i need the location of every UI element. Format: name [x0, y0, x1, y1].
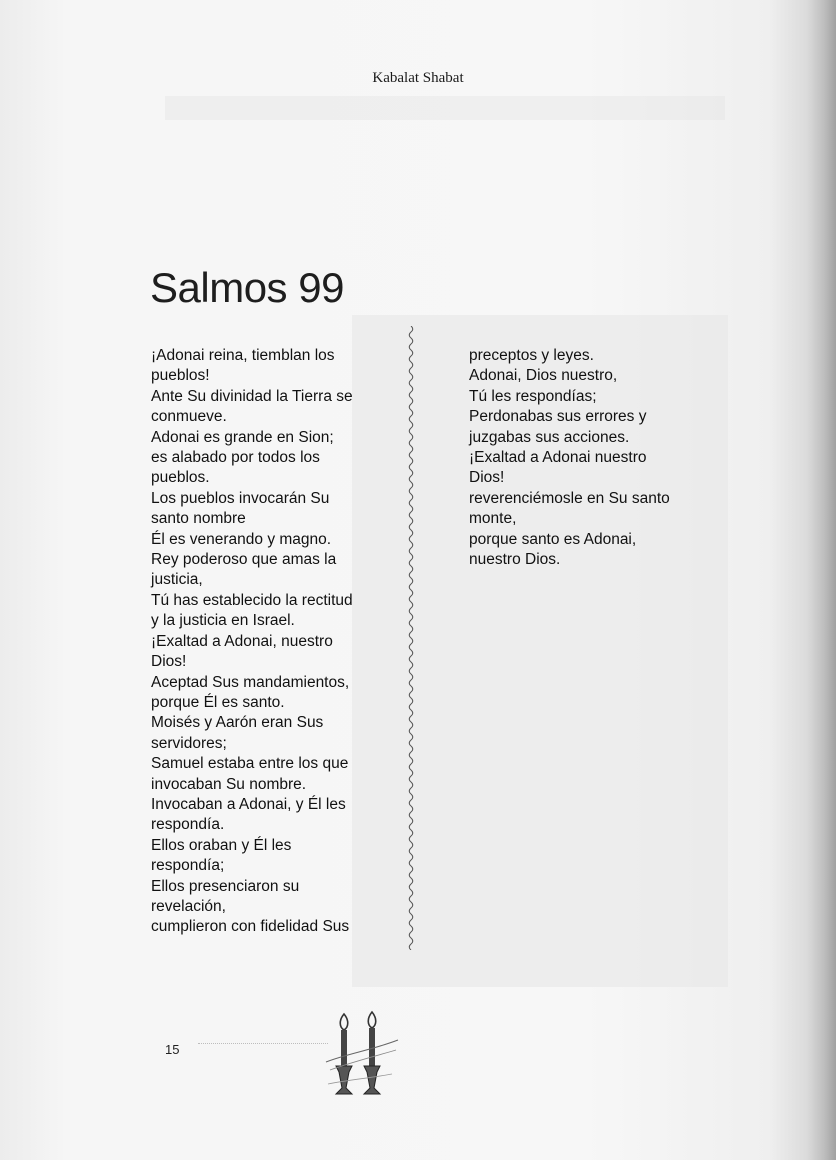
- running-header: Kabalat Shabat: [372, 70, 464, 86]
- verse-line: nuestro Dios.: [469, 551, 561, 569]
- verse-line: Dios!: [151, 653, 187, 671]
- left-text-column: [151, 346, 399, 938]
- verse-line: es alabado por todos los: [151, 449, 320, 467]
- verse-line: justicia,: [151, 571, 203, 589]
- verse-line: pueblos!: [151, 367, 210, 385]
- verse-line: Perdonabas sus errores y: [469, 408, 647, 426]
- verse-line: Invocaban a Adonai, y Él les: [151, 795, 346, 813]
- verse-line: reverenciémosle en Su santo: [469, 489, 670, 507]
- verse-line: Tú les respondías;: [469, 387, 597, 405]
- verse-line: santo nombre: [151, 510, 246, 528]
- verse-line: Tú has establecido la rectitud: [151, 591, 353, 609]
- verse-line: juzgabas sus acciones.: [469, 428, 630, 446]
- verse-line: invocaban Su nombre.: [151, 775, 307, 793]
- verse-line: Los pueblos invocarán Su: [151, 489, 330, 507]
- verse-line: respondía.: [151, 816, 225, 834]
- verse-line: ¡Exaltad a Adonai nuestro: [469, 449, 647, 467]
- verse-line: ¡Exaltad a Adonai, nuestro: [151, 632, 333, 650]
- page-number: 15: [165, 1042, 180, 1057]
- verse-line: preceptos y leyes.: [469, 347, 594, 364]
- verse-line: Ante Su divinidad la Tierra se: [151, 387, 353, 405]
- verse-line: monte,: [469, 510, 517, 528]
- page-spine-shadow: [806, 0, 836, 1160]
- page-title: Salmos 99: [150, 264, 344, 311]
- verse-line: Samuel estaba entre los que: [151, 755, 349, 773]
- verse-line: cumplieron con fidelidad Sus: [151, 918, 350, 936]
- verse-line: Adonai es grande en Sion;: [151, 428, 334, 446]
- right-text-column: [469, 346, 709, 570]
- verse-line: Adonai, Dios nuestro,: [469, 367, 618, 385]
- verse-line: porque Él es santo.: [151, 693, 285, 711]
- shabbat-candles-icon: [322, 1010, 402, 1100]
- verse-line: Dios!: [469, 469, 505, 487]
- verse-line: conmueve.: [151, 408, 227, 426]
- verse-line: Rey poderoso que amas la: [151, 551, 337, 569]
- verse-line: Él es venerando y magno.: [151, 530, 332, 548]
- verse-line: pueblos.: [151, 469, 210, 487]
- verse-line: y la justicia en Israel.: [151, 612, 295, 630]
- verse-line: Aceptad Sus mandamientos,: [151, 673, 350, 691]
- show-through-band: [165, 96, 725, 120]
- footer-dotted-rule: [198, 1043, 328, 1044]
- verse-line: ¡Adonai reina, tiemblan los: [151, 347, 335, 364]
- wavy-column-divider: [404, 326, 418, 950]
- verse-line: Moisés y Aarón eran Sus: [151, 714, 324, 732]
- verse-line: porque santo es Adonai,: [469, 530, 637, 548]
- verse-line: Ellos oraban y Él les: [151, 836, 292, 854]
- verse-line: servidores;: [151, 734, 227, 752]
- verse-line: Ellos presenciaron su: [151, 877, 300, 895]
- verse-line: revelación,: [151, 897, 226, 915]
- verse-line: respondía;: [151, 857, 225, 875]
